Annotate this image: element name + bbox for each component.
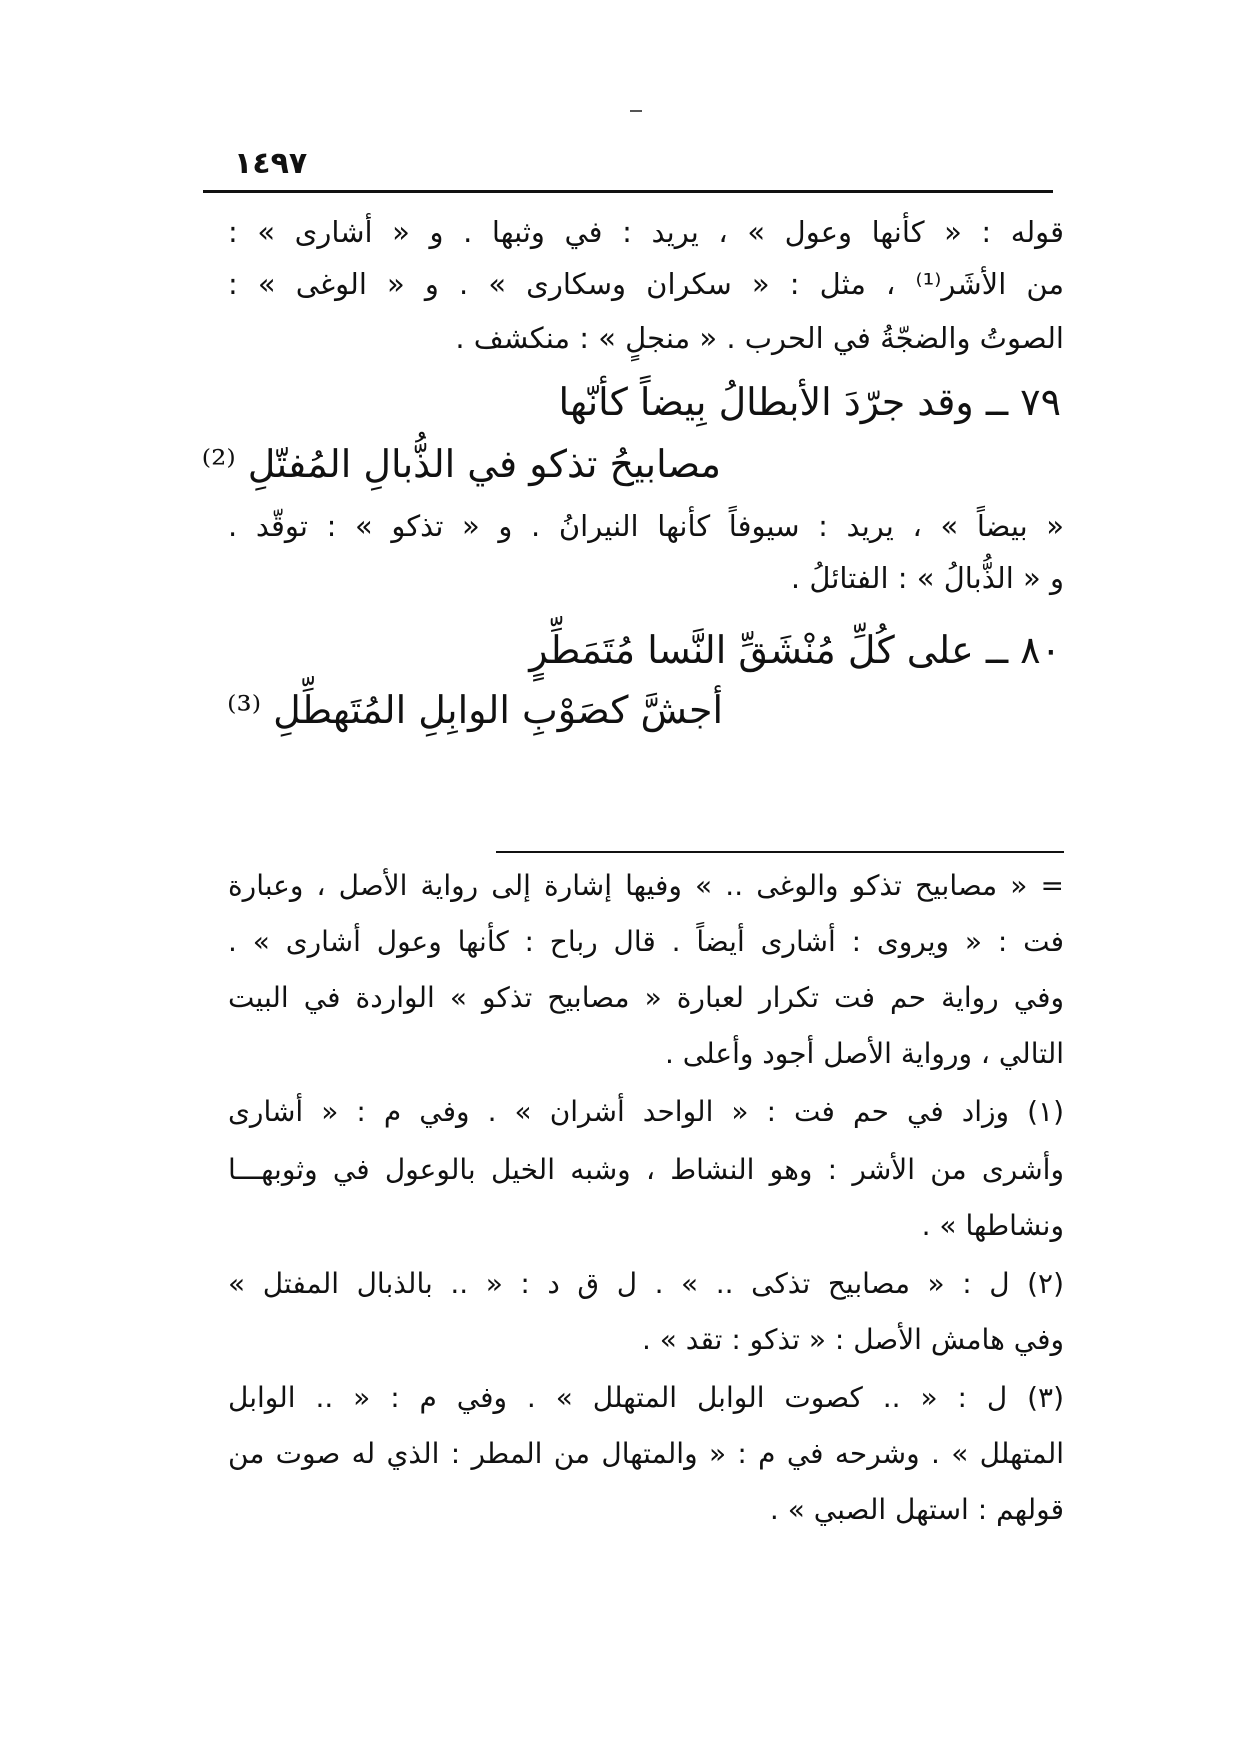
footnote-line: المتهلل » . وشرحه في م : « والمتهال من المطر : الذي له صوت من bbox=[228, 1437, 1064, 1470]
footnote-line: التالي ، ورواية الأصل أجود وأعلى . bbox=[664, 1037, 1064, 1070]
footnote-line: قولهم : استهل الصبي » . bbox=[769, 1493, 1064, 1526]
footnote-line: وفي هامش الأصل : « تذكو : تقد » . bbox=[641, 1323, 1064, 1356]
footnote-line: (٢) ل : « مصابيح تذكى .. » . ل ق د : « .. بالذبال المفتل » bbox=[228, 1267, 1064, 1300]
footnote-rule bbox=[496, 851, 1064, 853]
footnote-line: فت : « ويروى : أشارى أيضاً . قال رباح : كأنها وعول أشارى » . bbox=[228, 925, 1064, 958]
ink-speck bbox=[630, 110, 642, 112]
verse-80-first-hemistich: ٨٠ ــ على كُلِّ مُنْشَقِّ النَّسا مُتَمَطِّرٍ bbox=[529, 628, 1061, 672]
footnote-line: وفي رواية حم فت تكرار لعبارة « مصابيح تذكو » الواردة في البيت bbox=[228, 981, 1064, 1014]
verse-79-second-hemistich: مصابيحُ تذكو في الذُّبالِ المُفتّلِ ⁽²⁾ bbox=[201, 442, 721, 486]
header-rule bbox=[203, 190, 1053, 193]
commentary-line: قوله : « كأنها وعول » ، يريد : في وثبها . و « أشارى » : bbox=[228, 215, 1064, 249]
footnote-line: وأشرى من الأشر : وهو النشاط ، وشبه الخيل بالوعول في وثوبهـــا bbox=[228, 1153, 1064, 1186]
footnote-line: (١) وزاد في حم فت : « الواحد أشران » . وفي م : « أشارى bbox=[228, 1095, 1064, 1128]
verse-79-first-hemistich: ٧٩ ــ وقد جرّدَ الأبطالُ بِيضاً كأنّها bbox=[558, 380, 1061, 424]
page-number: ١٤٩٧ bbox=[234, 146, 308, 181]
footnote-line: ونشاطها » . bbox=[921, 1209, 1064, 1242]
commentary-line: من الأشَر⁽¹⁾ ، مثل : « سكران وسكارى » . و « الوغى » : bbox=[228, 267, 1064, 301]
commentary-line: و « الذُّبالُ » : الفتائلُ . bbox=[790, 561, 1064, 595]
footnote-line: = « مصابيح تذكو والوغى .. » وفيها إشارة إلى رواية الأصل ، وعبارة bbox=[228, 869, 1064, 902]
commentary-line: الصوتُ والضجّةُ في الحرب . « منجلٍ » : منكشف . bbox=[455, 321, 1064, 355]
commentary-line: « بيضاً » ، يريد : سيوفاً كأنها النيرانُ . و « تذكو » : توقّد . bbox=[228, 509, 1064, 543]
verse-80-second-hemistich: أجشَّ كصَوْبِ الوابِلِ المُتَهطِّلِ ⁽³⁾ bbox=[227, 688, 723, 732]
footnote-line: (٣) ل : « .. كصوت الوابل المتهلل » . وفي م : « .. الوابل bbox=[228, 1381, 1064, 1414]
